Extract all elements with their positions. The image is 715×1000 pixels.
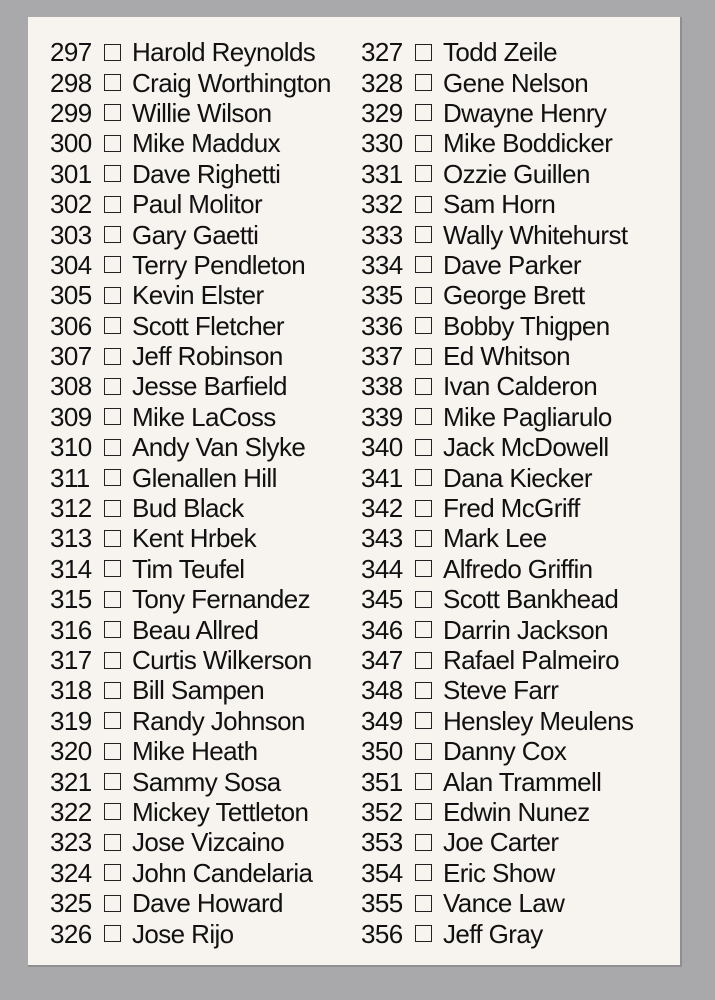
checkbox[interactable] [104, 682, 121, 699]
card-number: 340 [361, 432, 403, 463]
checkbox[interactable] [415, 439, 432, 456]
checkbox[interactable] [104, 621, 121, 638]
card-number: 311 [50, 462, 90, 493]
player-name: Edwin Nunez [443, 796, 590, 827]
checklist-row [361, 523, 681, 553]
checkbox[interactable] [104, 925, 121, 942]
player-name: Jose Rijo [132, 918, 234, 949]
player-name: Bud Black [132, 493, 244, 524]
checklist-row [361, 159, 681, 189]
card-number: 298 [50, 67, 92, 98]
player-name: Dwayne Henry [443, 97, 607, 128]
player-name: Jack McDowell [443, 432, 609, 463]
card-number: 324 [50, 857, 92, 888]
card-number: 338 [361, 371, 403, 402]
checkbox[interactable] [415, 652, 432, 669]
checkbox[interactable] [415, 500, 432, 517]
player-name: Scott Fletcher [132, 310, 284, 341]
player-name: Eric Show [443, 857, 555, 888]
card-number: 317 [50, 645, 92, 675]
player-name: Beau Allred [132, 614, 259, 645]
card-number: 299 [50, 97, 92, 128]
checkbox[interactable] [104, 196, 121, 213]
player-name: Harold Reynolds [132, 37, 316, 68]
checkbox[interactable] [415, 196, 432, 213]
checkbox[interactable] [104, 44, 121, 61]
checkbox[interactable] [415, 682, 432, 699]
card-number: 345 [361, 584, 403, 615]
player-name: Mickey Tettleton [132, 796, 309, 827]
checklist-row [50, 128, 370, 158]
card-number: 314 [50, 553, 92, 584]
player-name: Kent Hrbek [132, 523, 257, 554]
checklist-row [50, 462, 370, 492]
checklist-row [361, 766, 681, 796]
checkbox[interactable] [104, 165, 121, 182]
checklist-row [50, 371, 370, 401]
checkbox[interactable] [104, 895, 121, 912]
checklist-row [50, 98, 370, 128]
checklist-row [50, 67, 370, 97]
card-number: 331 [361, 158, 403, 189]
player-name: Gene Nelson [443, 67, 589, 98]
checklist-row [361, 67, 681, 97]
checkbox[interactable] [104, 317, 121, 334]
checklist-row [50, 827, 370, 857]
checklist-row [361, 128, 681, 158]
checklist-row [50, 37, 370, 67]
card-number: 330 [361, 128, 403, 159]
checkbox[interactable] [415, 864, 432, 881]
card-number: 307 [50, 341, 92, 372]
player-name: Andy Van Slyke [132, 432, 306, 463]
checkbox[interactable] [415, 104, 432, 121]
checkbox[interactable] [104, 652, 121, 669]
card-number: 356 [361, 918, 403, 949]
player-name: Dave Righetti [132, 158, 281, 189]
checkbox[interactable] [104, 104, 121, 121]
checklist-row [50, 311, 370, 341]
checkbox[interactable] [104, 348, 121, 365]
card-number: 349 [361, 705, 403, 736]
player-name: Alfredo Griffin [443, 553, 593, 584]
checkbox[interactable] [415, 469, 432, 486]
card-number: 326 [50, 918, 92, 949]
checklist-row [50, 341, 370, 371]
checklist-row [50, 402, 370, 432]
player-name: Alan Trammell [443, 766, 602, 797]
checklist-row [50, 645, 370, 675]
checkbox[interactable] [104, 803, 121, 820]
checklist-row [361, 554, 681, 584]
player-name: Dave Parker [443, 249, 581, 280]
checkbox[interactable] [104, 591, 121, 608]
checkbox[interactable] [104, 287, 121, 304]
checkbox[interactable] [415, 560, 432, 577]
card-number: 328 [361, 67, 403, 98]
checklist-row [361, 402, 681, 432]
checkbox[interactable] [415, 530, 432, 547]
card-number: 353 [361, 827, 403, 858]
checkbox[interactable] [415, 287, 432, 304]
checkbox[interactable] [104, 500, 121, 517]
checklist-row [361, 219, 681, 249]
checklist-row [361, 584, 681, 614]
checklist-row [50, 432, 370, 462]
card-number: 308 [50, 371, 92, 402]
card-number: 341 [361, 462, 403, 493]
checkbox[interactable] [104, 743, 121, 760]
player-name: Kevin Elster [132, 280, 264, 311]
card-number: 302 [50, 189, 92, 220]
checklist-row [361, 250, 681, 280]
checkbox[interactable] [104, 256, 121, 273]
player-name: Mike LaCoss [132, 401, 276, 432]
card-number: 329 [361, 97, 403, 128]
player-name: Craig Worthington [132, 67, 331, 98]
player-name: Sam Horn [443, 189, 556, 220]
player-name: Todd Zeile [443, 37, 557, 68]
card-number: 351 [361, 766, 403, 797]
checkbox[interactable] [104, 439, 121, 456]
checkbox[interactable] [104, 469, 121, 486]
checklist-row [361, 706, 681, 736]
checklist-row [50, 280, 370, 310]
player-name: Jesse Barfield [132, 371, 287, 402]
checklist-row [361, 189, 681, 219]
card-number: 310 [50, 432, 92, 463]
card-number: 312 [50, 493, 92, 524]
checkbox[interactable] [415, 226, 432, 243]
player-name: Curtis Wilkerson [132, 645, 312, 675]
player-name: Mike Pagliarulo [443, 401, 612, 432]
checklist-row [361, 280, 681, 310]
player-name: Ivan Calderon [443, 371, 598, 402]
checkbox[interactable] [104, 226, 121, 243]
player-name: John Candelaria [132, 857, 313, 888]
player-name: Sammy Sosa [132, 766, 281, 797]
checkbox[interactable] [415, 591, 432, 608]
checkbox[interactable] [415, 803, 432, 820]
player-name: Jose Vizcaino [132, 827, 285, 858]
card-number: 337 [361, 341, 403, 372]
card-number: 322 [50, 796, 92, 827]
checklist-row [50, 523, 370, 553]
card-number: 336 [361, 310, 403, 341]
checklist-row [50, 584, 370, 614]
card-number: 348 [361, 675, 403, 706]
player-name: Rafael Palmeiro [443, 645, 619, 675]
player-name: Scott Bankhead [443, 584, 619, 615]
checklist-row [361, 371, 681, 401]
card-number: 309 [50, 401, 92, 432]
checkbox[interactable] [415, 165, 432, 182]
checklist-row [361, 918, 681, 948]
checklist-row [361, 827, 681, 857]
checkbox[interactable] [104, 560, 121, 577]
player-name: Ed Whitson [443, 341, 570, 372]
checkbox[interactable] [415, 74, 432, 91]
checkbox[interactable] [104, 530, 121, 547]
player-name: Randy Johnson [132, 705, 305, 736]
checklist-row [50, 797, 370, 827]
checklist-row [50, 159, 370, 189]
card-number: 332 [361, 189, 403, 220]
checklist-row [361, 37, 681, 67]
card-number: 300 [50, 128, 92, 159]
checkbox[interactable] [104, 378, 121, 395]
player-name: Jeff Robinson [132, 341, 283, 372]
card-number: 318 [50, 675, 92, 706]
checkbox[interactable] [415, 348, 432, 365]
card-number: 346 [361, 614, 403, 645]
card-number: 343 [361, 523, 403, 554]
checkbox[interactable] [415, 44, 432, 61]
checkbox[interactable] [415, 712, 432, 729]
card-number: 325 [50, 888, 92, 919]
checklist-row [361, 736, 681, 766]
player-name: Dave Howard [132, 888, 283, 919]
player-name: Fred McGriff [443, 493, 580, 524]
checklist-row [50, 706, 370, 736]
card-number: 304 [50, 249, 92, 280]
checklist-row [50, 189, 370, 219]
checklist-row [361, 98, 681, 128]
card-number: 350 [361, 736, 403, 767]
card-number: 301 [50, 158, 92, 189]
checklist-row [361, 493, 681, 523]
checklist-row [50, 675, 370, 705]
card-number: 315 [50, 584, 92, 615]
checkbox[interactable] [104, 834, 121, 851]
player-name: Tony Fernandez [132, 584, 311, 615]
card-number: 339 [361, 401, 403, 432]
player-name: George Brett [443, 280, 585, 311]
checklist-row [50, 736, 370, 766]
checklist-card [28, 17, 682, 967]
card-number: 323 [50, 827, 92, 858]
card-number: 335 [361, 280, 403, 311]
checklist-column-right [361, 37, 681, 949]
checkbox[interactable] [415, 317, 432, 334]
checklist-row [50, 858, 370, 888]
player-name: Hensley Meulens [443, 705, 634, 736]
checklist-row [361, 311, 681, 341]
checkbox[interactable] [415, 925, 432, 942]
checkbox[interactable] [415, 834, 432, 851]
card-number: 303 [50, 219, 92, 250]
player-name: Steve Farr [443, 675, 559, 706]
checklist-row [50, 766, 370, 796]
player-name: Mike Heath [132, 736, 258, 767]
player-name: Mike Maddux [132, 128, 281, 159]
player-name: Vance Law [443, 888, 565, 919]
player-name: Danny Cox [443, 736, 567, 767]
card-number: 320 [50, 736, 92, 767]
checkbox[interactable] [104, 135, 121, 152]
card-number: 319 [50, 705, 92, 736]
player-name: Tim Teufel [132, 553, 245, 584]
card-number: 306 [50, 310, 92, 341]
player-name: Mike Boddicker [443, 128, 613, 159]
player-name: Paul Molitor [132, 189, 263, 220]
checklist-row [361, 341, 681, 371]
player-name: Willie Wilson [132, 97, 272, 128]
card-number: 313 [50, 523, 92, 554]
checkbox[interactable] [415, 621, 432, 638]
player-name: Terry Pendleton [132, 249, 306, 280]
checkbox[interactable] [415, 378, 432, 395]
checklist-row [50, 219, 370, 249]
card-number: 305 [50, 280, 92, 311]
checklist-row [361, 462, 681, 492]
checklist-row [361, 797, 681, 827]
player-name: Ozzie Guillen [443, 158, 590, 189]
checkbox[interactable] [104, 864, 121, 881]
player-name: Joe Carter [443, 827, 559, 858]
checkbox[interactable] [415, 743, 432, 760]
player-name: Mark Lee [443, 523, 547, 554]
checklist-row [50, 888, 370, 918]
player-name: Jeff Gray [443, 918, 543, 949]
checkbox[interactable] [104, 712, 121, 729]
player-name: Wally Whitehurst [443, 219, 628, 250]
card-number: 342 [361, 493, 403, 524]
checklist-row [361, 858, 681, 888]
checkbox[interactable] [104, 408, 121, 425]
card-number: 327 [361, 37, 403, 68]
checklist-row [50, 493, 370, 523]
card-number: 344 [361, 553, 403, 584]
player-name: Glenallen Hill [132, 462, 277, 493]
checklist-column-left [50, 37, 370, 949]
card-number: 355 [361, 888, 403, 919]
checkbox[interactable] [415, 773, 432, 790]
checklist-row [50, 250, 370, 280]
player-name: Darrin Jackson [443, 614, 608, 645]
card-number: 333 [361, 219, 403, 250]
checklist-row [50, 918, 370, 948]
card-number: 347 [361, 645, 403, 675]
checkbox[interactable] [104, 773, 121, 790]
checklist-row [50, 614, 370, 644]
card-number: 354 [361, 857, 403, 888]
player-name: Gary Gaetti [132, 219, 259, 250]
checklist-row [361, 432, 681, 462]
checklist-row [361, 645, 681, 675]
card-number: 321 [50, 766, 92, 797]
checkbox[interactable] [415, 135, 432, 152]
checkbox[interactable] [415, 256, 432, 273]
checkbox[interactable] [415, 895, 432, 912]
checkbox[interactable] [415, 408, 432, 425]
player-name: Dana Kiecker [443, 462, 592, 493]
card-number: 297 [50, 37, 92, 68]
checklist-row [50, 554, 370, 584]
player-name: Bobby Thigpen [443, 310, 610, 341]
card-number: 316 [50, 614, 92, 645]
card-number: 352 [361, 796, 403, 827]
checkbox[interactable] [104, 74, 121, 91]
checklist-row [361, 888, 681, 918]
checklist-row [361, 614, 681, 644]
card-number: 334 [361, 249, 403, 280]
checklist-row [361, 675, 681, 705]
player-name: Bill Sampen [132, 675, 265, 706]
